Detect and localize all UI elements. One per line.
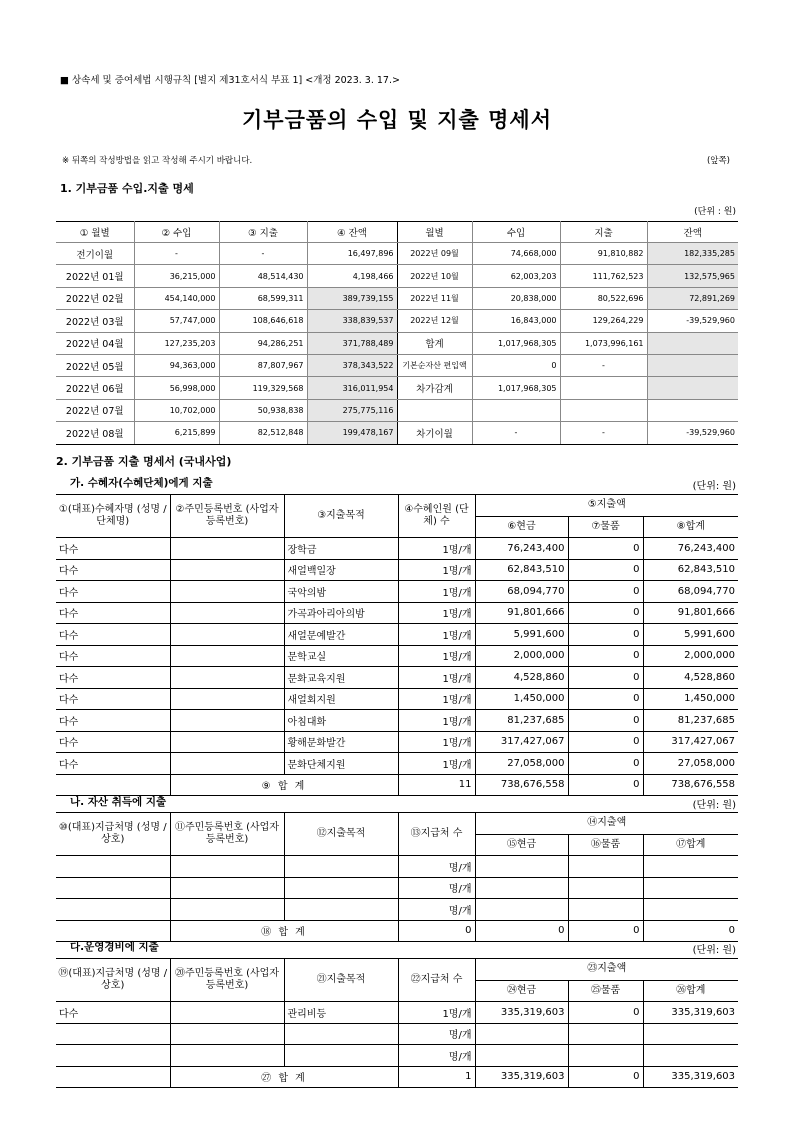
table-header-row [56, 222, 738, 243]
total-cell: 335,319,603 [643, 1002, 738, 1024]
month-cell: 2022년 02월 [56, 287, 134, 309]
table-row [56, 688, 738, 710]
total-cell: 68,094,770 [643, 581, 738, 603]
total-cell: 62,843,510 [643, 559, 738, 581]
sum-label: ⑨ 합 계 [170, 774, 398, 796]
reg-number-header: ②주민등록번호 (사업자등록번호) [170, 495, 284, 538]
total-cell: 5,991,600 [643, 624, 738, 646]
expense-cell: 108,646,618 [219, 310, 307, 332]
total-header: ㉖합계 [643, 980, 738, 1002]
reg-number-cell [170, 559, 284, 581]
income-cell: 0 [472, 354, 560, 376]
month-cell: 2022년 03월 [56, 310, 134, 332]
purpose-header: ㉑지출목적 [284, 959, 398, 1002]
cash-header: ⑥현금 [475, 516, 568, 538]
reg-number-cell [170, 645, 284, 667]
purpose-cell [284, 856, 398, 878]
count-cell: 1명/개 [398, 688, 475, 710]
payee-name-header: ⑩(대표)지급처명 (성명 / 상호) [56, 813, 170, 856]
income-expense-table [56, 221, 738, 445]
expense-cell: 119,329,568 [219, 377, 307, 399]
month-cell: 2022년 10월 [397, 265, 472, 287]
reg-number-cell [170, 538, 284, 560]
income-cell: - [472, 422, 560, 444]
goods-cell: 0 [568, 581, 643, 603]
sum-row [56, 774, 738, 796]
total-cell [643, 1045, 738, 1067]
purpose-cell: 문화교육지원 [284, 667, 398, 689]
reg-number-cell [170, 731, 284, 753]
month-cell: 2022년 07월 [56, 399, 134, 421]
count-cell: 1명/개 [398, 731, 475, 753]
count-cell: 1명/개 [398, 581, 475, 603]
total-cell [643, 1023, 738, 1045]
sum-goods-cell: 0 [568, 1066, 643, 1088]
empty-cell [56, 1066, 170, 1088]
section2-da-unit: (단위: 원) [692, 945, 736, 956]
reg-number-cell [170, 688, 284, 710]
reg-number-cell [170, 877, 284, 899]
count-cell: 1명/개 [398, 602, 475, 624]
income-cell [472, 399, 560, 421]
purpose-cell: 아침대화 [284, 710, 398, 732]
month-cell: 2022년 09월 [397, 243, 472, 265]
page-title: 기부금품의 수입 및 지출 명세서 [242, 108, 552, 132]
total-header: ⑧합계 [643, 516, 738, 538]
month-cell: 2022년 08월 [56, 422, 134, 444]
balance-cell [647, 354, 738, 376]
reg-number-cell [170, 753, 284, 775]
income-cell: 10,702,000 [134, 399, 219, 421]
purpose-cell [284, 899, 398, 921]
section2-title: 2. 기부금품 지출 명세서 (국내사업) [56, 455, 232, 468]
instruction-note: ※ 뒤쪽의 작성방법을 읽고 작성해 주시기 바랍니다. [62, 156, 253, 166]
payee-name-cell: 다수 [56, 753, 170, 775]
month-cell: 차가감계 [397, 377, 472, 399]
sum-count-cell: 11 [398, 774, 475, 796]
count-cell: 1명/개 [398, 538, 475, 560]
sum-count-cell: 1 [398, 1066, 475, 1088]
page-side-label: (앞쪽) [706, 156, 730, 166]
section2-ga-unit: (단위: 원) [692, 481, 736, 492]
goods-cell: 0 [568, 688, 643, 710]
month-cell: 2022년 04월 [56, 332, 134, 354]
section2-da-title: 다.운영경비에 지출 [70, 941, 159, 953]
table-row [56, 581, 738, 603]
cash-cell: 91,801,666 [475, 602, 568, 624]
month-cell: 차기이월 [397, 422, 472, 444]
payee-name-cell [56, 899, 170, 921]
expense-cell: 129,264,229 [560, 310, 647, 332]
cash-cell: 76,243,400 [475, 538, 568, 560]
section1-unit: (단위 : 원) [694, 207, 736, 217]
amount-header: ⑤지출액 [475, 495, 738, 517]
balance-cell [647, 332, 738, 354]
count-cell: 1명/개 [398, 667, 475, 689]
income-cell: 454,140,000 [134, 287, 219, 309]
payee-name-cell: 다수 [56, 624, 170, 646]
purpose-cell: 장학금 [284, 538, 398, 560]
table-row [56, 377, 738, 399]
balance-cell: 378,343,522 [307, 354, 397, 376]
income-cell: 1,017,968,305 [472, 377, 560, 399]
goods-header: ⑦물품 [568, 516, 643, 538]
goods-cell: 0 [568, 645, 643, 667]
cash-cell: 4,528,860 [475, 667, 568, 689]
goods-cell: 0 [568, 710, 643, 732]
balance-cell: 338,839,537 [307, 310, 397, 332]
expense-cell: 50,938,838 [219, 399, 307, 421]
expense-cell: 68,599,311 [219, 287, 307, 309]
table-row [56, 1002, 738, 1024]
goods-cell: 0 [568, 1002, 643, 1024]
expense-cell: - [560, 354, 647, 376]
payee-name-cell [56, 856, 170, 878]
cash-cell: 81,237,685 [475, 710, 568, 732]
income-cell: 16,843,000 [472, 310, 560, 332]
reg-number-cell [170, 667, 284, 689]
cash-cell [475, 899, 568, 921]
income-cell: 20,838,000 [472, 287, 560, 309]
cash-cell: 1,450,000 [475, 688, 568, 710]
column-header: ② 수입 [134, 222, 219, 243]
expense-cell: 80,522,696 [560, 287, 647, 309]
reg-number-cell [170, 856, 284, 878]
total-cell [643, 899, 738, 921]
payee-name-cell: 다수 [56, 538, 170, 560]
purpose-header: ⑫지출목적 [284, 813, 398, 856]
column-header: ④ 잔액 [307, 222, 397, 243]
balance-cell: -39,529,960 [647, 422, 738, 444]
table-row [56, 265, 738, 287]
total-cell: 317,427,067 [643, 731, 738, 753]
payee-name-cell [56, 877, 170, 899]
purpose-cell [284, 1045, 398, 1067]
income-cell: 57,747,000 [134, 310, 219, 332]
section2-na-unit: (단위: 원) [692, 800, 736, 811]
reg-number-cell [170, 602, 284, 624]
cash-header: ⑮현금 [475, 834, 568, 856]
payee-name-cell: 다수 [56, 731, 170, 753]
payee-name-cell: 다수 [56, 602, 170, 624]
payee-name-cell: 다수 [56, 1002, 170, 1024]
expense-cell [560, 377, 647, 399]
purpose-header: ③지출목적 [284, 495, 398, 538]
balance-cell: 389,739,155 [307, 287, 397, 309]
month-cell: 2022년 05월 [56, 354, 134, 376]
balance-cell: 4,198,466 [307, 265, 397, 287]
table-row [56, 310, 738, 332]
balance-cell: 316,011,954 [307, 377, 397, 399]
income-cell: 127,235,203 [134, 332, 219, 354]
goods-header: ㉕물품 [568, 980, 643, 1002]
balance-cell: 72,891,269 [647, 287, 738, 309]
table-row [56, 731, 738, 753]
section2-na-title: 나. 자산 취득에 지출 [70, 796, 167, 808]
total-cell: 4,528,860 [643, 667, 738, 689]
section1-title: 1. 기부금품 수입.지출 명세 [60, 182, 194, 195]
total-cell: 27,058,000 [643, 753, 738, 775]
purpose-cell: 문화단체지원 [284, 753, 398, 775]
total-cell: 81,237,685 [643, 710, 738, 732]
cash-cell [475, 1023, 568, 1045]
table-row [56, 1023, 738, 1045]
table-row [56, 710, 738, 732]
purpose-cell: 문학교실 [284, 645, 398, 667]
table-header-row [56, 959, 738, 981]
sum-cash-cell: 738,676,558 [475, 774, 568, 796]
cash-cell [475, 856, 568, 878]
goods-header: ⑯물품 [568, 834, 643, 856]
reg-number-cell [170, 1023, 284, 1045]
table-row [56, 399, 738, 421]
table-row [56, 899, 738, 921]
goods-cell: 0 [568, 731, 643, 753]
table-row [56, 243, 738, 265]
expense-cell: 111,762,523 [560, 265, 647, 287]
payee-name-cell: 다수 [56, 710, 170, 732]
cash-cell: 27,058,000 [475, 753, 568, 775]
payee-name-cell [56, 1023, 170, 1045]
income-cell: - [134, 243, 219, 265]
cash-cell: 5,991,600 [475, 624, 568, 646]
payee-name-header: ①(대표)수혜자명 (성명 / 단체명) [56, 495, 170, 538]
expense-cell: 1,073,996,161 [560, 332, 647, 354]
income-cell: 62,003,203 [472, 265, 560, 287]
table-row [56, 645, 738, 667]
balance-cell: 371,788,489 [307, 332, 397, 354]
table-row [56, 856, 738, 878]
table-row [56, 332, 738, 354]
expense-cell: - [219, 243, 307, 265]
purpose-cell [284, 1023, 398, 1045]
purpose-cell: 가곡과아리아의밤 [284, 602, 398, 624]
expense-cell: 48,514,430 [219, 265, 307, 287]
table-row [56, 602, 738, 624]
count-cell: 명/개 [398, 1023, 475, 1045]
table-row [56, 1045, 738, 1067]
balance-cell: 16,497,896 [307, 243, 397, 265]
asset-expense-table [56, 812, 738, 942]
goods-cell: 0 [568, 559, 643, 581]
sum-total-cell: 0 [643, 920, 738, 942]
table-row [56, 422, 738, 444]
balance-cell: -39,529,960 [647, 310, 738, 332]
sum-goods-cell: 0 [568, 774, 643, 796]
cash-cell: 62,843,510 [475, 559, 568, 581]
cash-header: ㉔현금 [475, 980, 568, 1002]
reg-number-cell [170, 624, 284, 646]
count-cell: 명/개 [398, 899, 475, 921]
reg-number-cell [170, 581, 284, 603]
goods-cell: 0 [568, 753, 643, 775]
balance-cell [647, 399, 738, 421]
purpose-cell: 새얼백일장 [284, 559, 398, 581]
month-cell: 전기이월 [56, 243, 134, 265]
income-cell: 74,668,000 [472, 243, 560, 265]
total-cell: 91,801,666 [643, 602, 738, 624]
column-header: 지출 [560, 222, 647, 243]
reg-number-cell [170, 1045, 284, 1067]
goods-cell [568, 877, 643, 899]
column-header: ③ 지출 [219, 222, 307, 243]
month-cell: 기본순자산 편입액 [397, 354, 472, 376]
balance-cell: 275,775,116 [307, 399, 397, 421]
month-cell: 2022년 01월 [56, 265, 134, 287]
goods-cell: 0 [568, 667, 643, 689]
count-header: ㉒지급처 수 [398, 959, 475, 1002]
sum-count-cell: 0 [398, 920, 475, 942]
month-cell: 2022년 06월 [56, 377, 134, 399]
count-header: ④수혜인원 (단체) 수 [398, 495, 475, 538]
goods-cell: 0 [568, 624, 643, 646]
income-cell: 36,215,000 [134, 265, 219, 287]
expense-cell: - [560, 422, 647, 444]
reg-number-cell [170, 899, 284, 921]
total-cell [643, 877, 738, 899]
count-cell: 1명/개 [398, 753, 475, 775]
income-cell: 94,363,000 [134, 354, 219, 376]
payee-name-cell: 다수 [56, 559, 170, 581]
amount-header: ⑭지출액 [475, 813, 738, 835]
table-row [56, 559, 738, 581]
table-header-row [56, 813, 738, 835]
income-cell: 56,998,000 [134, 377, 219, 399]
table-row [56, 354, 738, 376]
sum-total-cell: 738,676,558 [643, 774, 738, 796]
expense-cell: 87,807,967 [219, 354, 307, 376]
count-cell: 1명/개 [398, 624, 475, 646]
table-row [56, 667, 738, 689]
expense-cell: 82,512,848 [219, 422, 307, 444]
count-cell: 1명/개 [398, 559, 475, 581]
month-cell: 합계 [397, 332, 472, 354]
cash-cell: 335,319,603 [475, 1002, 568, 1024]
payee-name-cell [56, 1045, 170, 1067]
count-header: ⑬지급처 수 [398, 813, 475, 856]
balance-cell: 132,575,965 [647, 265, 738, 287]
form-number: ■ 상속세 및 증여세법 시행규칙 [별지 제31호서식 부표 1] <개정 2023. 3. 17.> [60, 75, 400, 86]
count-cell: 명/개 [398, 856, 475, 878]
goods-cell [568, 1045, 643, 1067]
sum-goods-cell: 0 [568, 920, 643, 942]
total-cell: 76,243,400 [643, 538, 738, 560]
table-row [56, 538, 738, 560]
balance-cell: 182,335,285 [647, 243, 738, 265]
month-cell [397, 399, 472, 421]
payee-name-cell: 다수 [56, 645, 170, 667]
reg-number-header: ⑳주민등록번호 (사업자등록번호) [170, 959, 284, 1002]
expense-cell: 94,286,251 [219, 332, 307, 354]
total-cell [643, 856, 738, 878]
total-cell: 1,450,000 [643, 688, 738, 710]
cash-cell: 68,094,770 [475, 581, 568, 603]
total-header: ⑰합계 [643, 834, 738, 856]
sum-cash-cell: 335,319,603 [475, 1066, 568, 1088]
goods-cell: 0 [568, 602, 643, 624]
balance-cell: 199,478,167 [307, 422, 397, 444]
table-row [56, 624, 738, 646]
sum-label: ㉗ 합 계 [170, 1066, 398, 1088]
cash-cell: 2,000,000 [475, 645, 568, 667]
reg-number-cell [170, 710, 284, 732]
purpose-cell: 관리비등 [284, 1002, 398, 1024]
column-header: 잔액 [647, 222, 738, 243]
balance-cell [647, 377, 738, 399]
column-header: 월별 [397, 222, 472, 243]
month-cell: 2022년 11월 [397, 287, 472, 309]
income-cell: 6,215,899 [134, 422, 219, 444]
count-cell: 명/개 [398, 877, 475, 899]
goods-cell [568, 856, 643, 878]
payee-name-cell: 다수 [56, 667, 170, 689]
purpose-cell: 황해문화발간 [284, 731, 398, 753]
purpose-cell [284, 877, 398, 899]
cash-cell [475, 877, 568, 899]
expense-cell [560, 399, 647, 421]
sum-cash-cell: 0 [475, 920, 568, 942]
purpose-cell: 국악의밤 [284, 581, 398, 603]
total-cell: 2,000,000 [643, 645, 738, 667]
section2-ga-title: 가. 수혜자(수혜단체)에게 지출 [70, 477, 213, 489]
empty-cell [56, 774, 170, 796]
count-cell: 1명/개 [398, 645, 475, 667]
payee-name-cell: 다수 [56, 581, 170, 603]
sum-row [56, 1066, 738, 1088]
reg-number-header: ⑪주민등록번호 (사업자등록번호) [170, 813, 284, 856]
goods-cell [568, 899, 643, 921]
operating-expense-table [56, 958, 738, 1088]
sum-label: ⑱ 합 계 [170, 920, 398, 942]
beneficiary-expense-table [56, 494, 738, 796]
amount-header: ㉓지출액 [475, 959, 738, 981]
count-cell: 명/개 [398, 1045, 475, 1067]
month-cell: 2022년 12월 [397, 310, 472, 332]
cash-cell [475, 1045, 568, 1067]
payee-name-cell: 다수 [56, 688, 170, 710]
table-row [56, 287, 738, 309]
count-cell: 1명/개 [398, 1002, 475, 1024]
purpose-cell: 새얼회지원 [284, 688, 398, 710]
goods-cell: 0 [568, 538, 643, 560]
reg-number-cell [170, 1002, 284, 1024]
purpose-cell: 새얼문예발간 [284, 624, 398, 646]
sum-total-cell: 335,319,603 [643, 1066, 738, 1088]
income-cell: 1,017,968,305 [472, 332, 560, 354]
goods-cell [568, 1023, 643, 1045]
table-row [56, 753, 738, 775]
payee-name-header: ⑲(대표)지급처명 (성명 / 상호) [56, 959, 170, 1002]
expense-cell: 91,810,882 [560, 243, 647, 265]
table-row [56, 877, 738, 899]
table-header-row [56, 495, 738, 517]
cash-cell: 317,427,067 [475, 731, 568, 753]
count-cell: 1명/개 [398, 710, 475, 732]
column-header: 수입 [472, 222, 560, 243]
column-header: ① 월별 [56, 222, 134, 243]
